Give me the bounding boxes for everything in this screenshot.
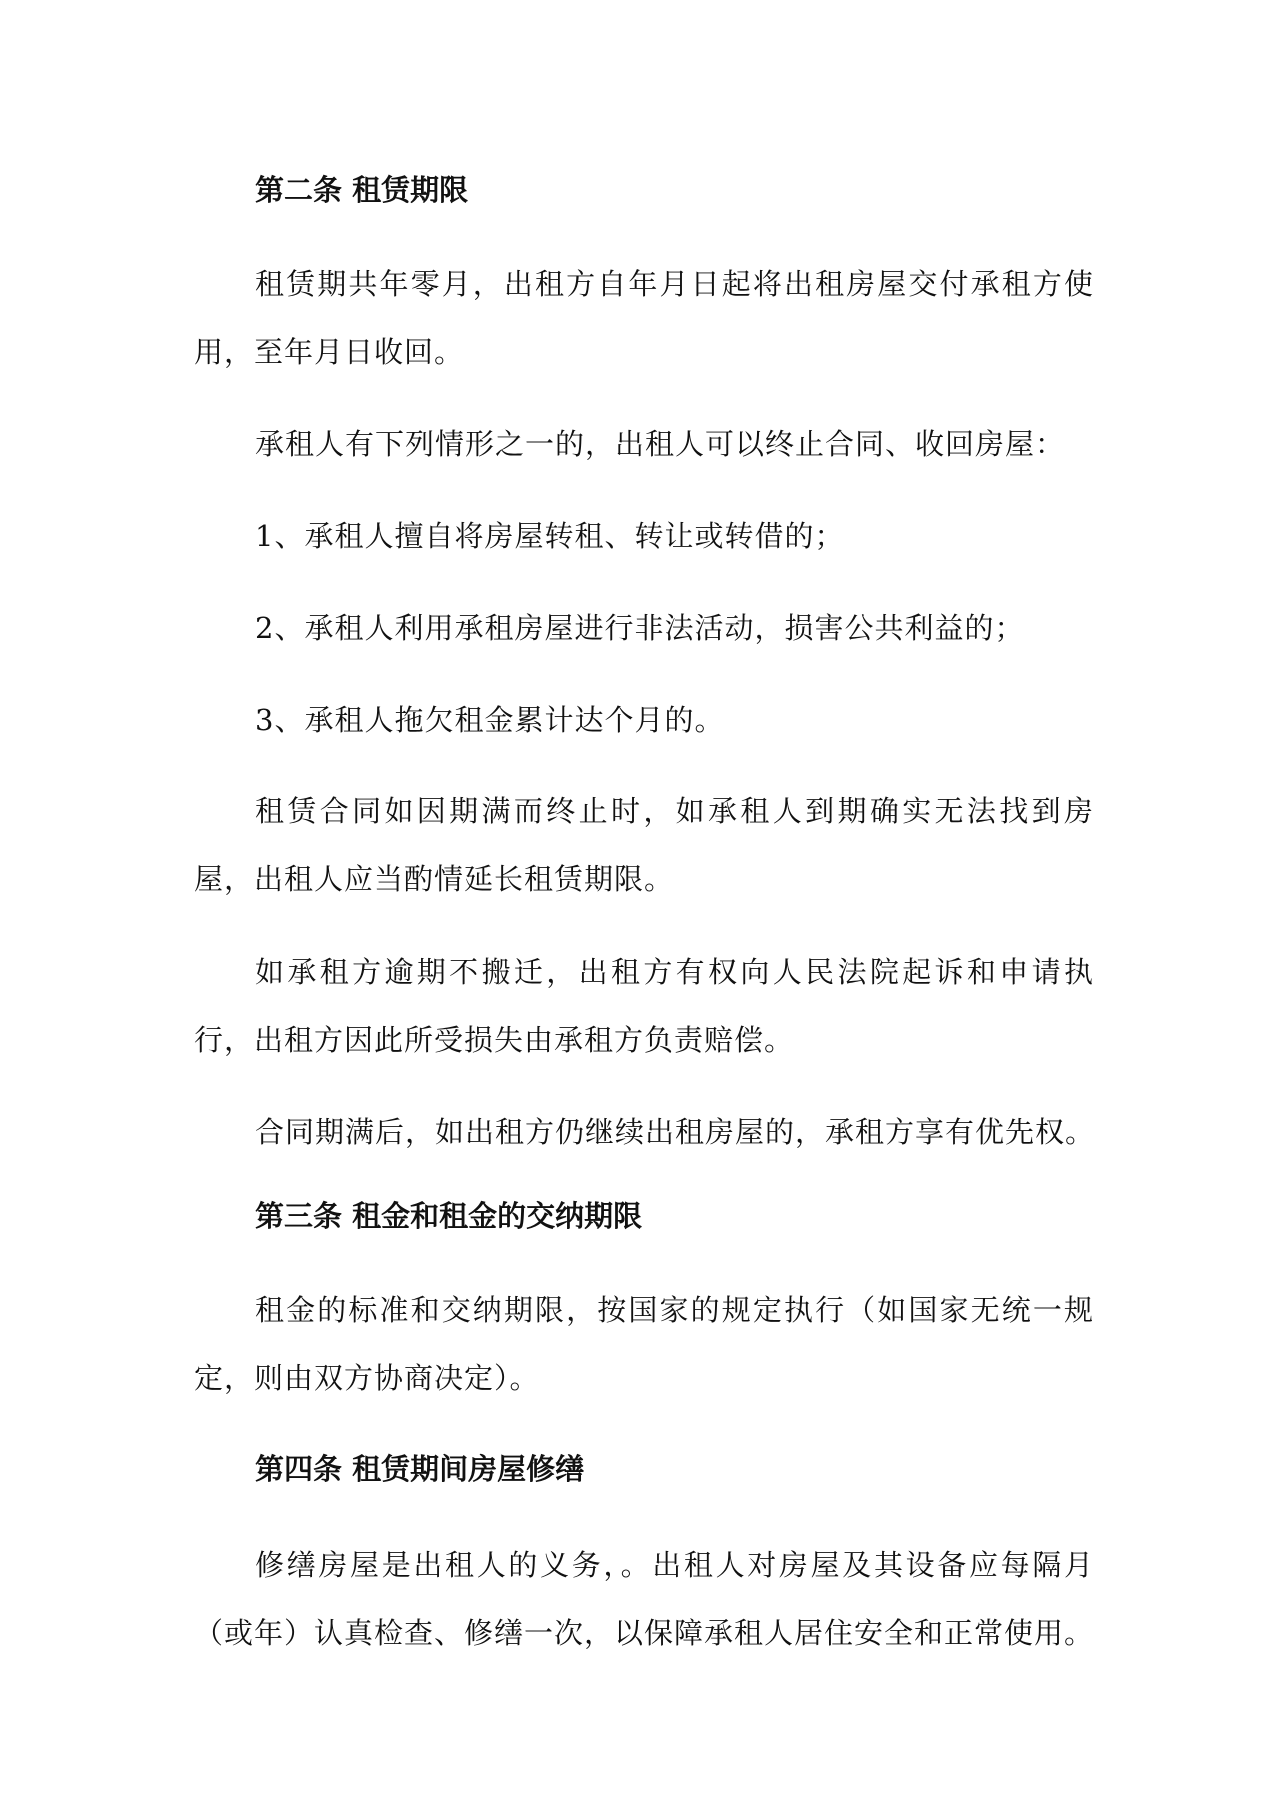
section-2-list-item-1: 1、承租人擅自将房屋转租、转让或转借的； [255, 519, 845, 553]
section-2-paragraph-5: 合同期满后，如出租方仍继续出租房屋的，承租方享有优先权。 [255, 1115, 1096, 1149]
section-2-paragraph-1: 租赁期共年零月，出租方自年月日起将出租房屋交付承租方使用，至年月日收回。 [194, 267, 1094, 369]
section-4-paragraph-1: 修缮房屋是出租人的义务，。出租人对房屋及其设备应每隔月（或年）认真检查、修缮一次，以保障承租人居住安全和正常使用。 [194, 1548, 1095, 1650]
section-4-heading: 第四条 租赁期间房屋修缮 [255, 1452, 585, 1486]
section-2-paragraph-4: 如承租方逾期不搬迁，出租方有权向人民法院起诉和申请执行，出租方因此所受损失由承租方负责赔偿。 [194, 955, 1094, 1057]
section-3-paragraph-1: 租金的标准和交纳期限，按国家的规定执行（如国家无统一规定，则由双方协商决定）。 [194, 1293, 1094, 1395]
section-2-paragraph-2: 承租人有下列情形之一的，出租人可以终止合同、收回房屋： [255, 427, 1066, 461]
section-2-list-item-2: 2、承租人利用承租房屋进行非法活动，损害公共利益的； [255, 611, 1025, 645]
section-2-list-item-3: 3、承租人拖欠租金累计达个月的。 [255, 703, 725, 737]
section-2-heading: 第二条 租赁期限 [255, 173, 469, 207]
section-3-heading: 第三条 租金和租金的交纳期限 [255, 1199, 643, 1233]
section-2-paragraph-3: 租赁合同如因期满而终止时，如承租人到期确实无法找到房屋，出租人应当酌情延长租赁期限。 [194, 794, 1094, 896]
